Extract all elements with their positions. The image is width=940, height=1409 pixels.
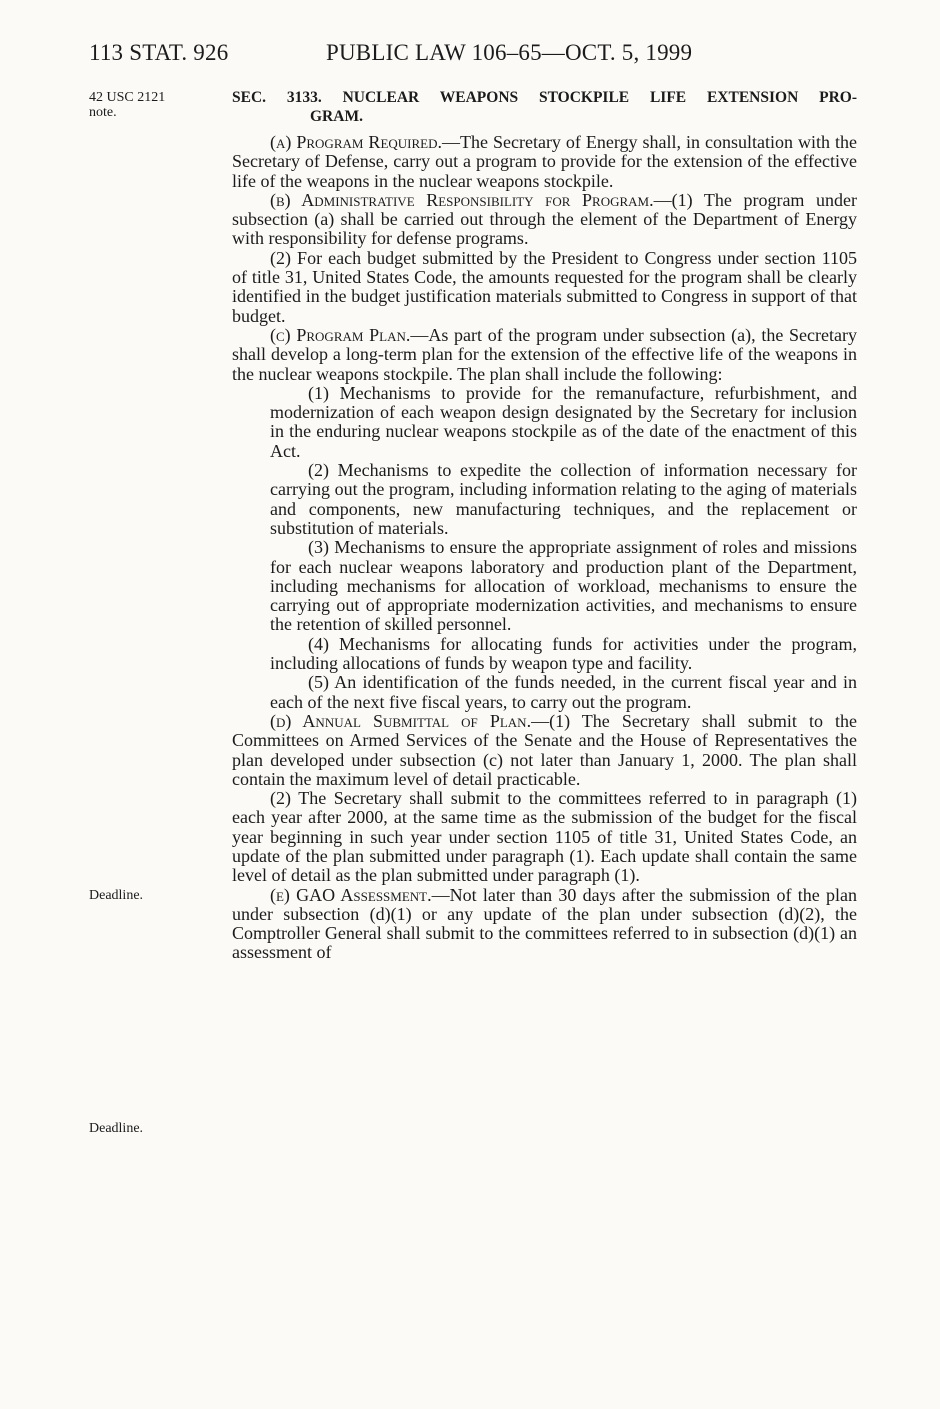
section-heading-line1: SEC. 3133. NUCLEAR WEAPONS STOCKPILE LIFE EXTENSION PRO- — [232, 89, 857, 106]
usc-citation-note — [89, 90, 165, 120]
subsection-e — [232, 886, 857, 963]
subsection-c-paragraph-2: (2) Mechanisms to expedite the collection of information necessary for carrying out the program, including information relating to the aging of materials and components, new manufacturing techniques, and the replacement or substitution of materials. — [270, 460, 857, 538]
subsection-c-heading: (c) Program Plan. — [270, 324, 411, 345]
subsection-a-heading: (a) Program Required. — [270, 132, 442, 152]
public-law-header: PUBLIC LAW 106–65—OCT. 5, 1999 — [326, 40, 693, 65]
subsection-d-text: —(1) The Secretary shall submit to the Committees on Armed Services of the Senate and the House of Representatives the plan developed under subsection (c) not later than January 1, 2000. The plan shall contain the maximum level of detail practicable. — [232, 710, 857, 789]
subsection-a — [232, 133, 857, 191]
usc-citation-line2: note. — [89, 105, 117, 120]
section-heading — [232, 88, 857, 126]
subsection-c-paragraph-5: (5) An identification of the funds needed, in the current fiscal year and in each of the next five fiscal years, to carry out the program. — [270, 672, 857, 712]
subsection-e-text: —Not later than 30 days after the submission of the plan under subsection (d)(1) or any update of the plan under subsection (d)(2), the Comptroller General shall submit to the committees referred to in subsection (d)(1) an assessment of — [232, 884, 857, 963]
subsection-b-heading: (b) Administrative Responsibility for Program. — [270, 189, 654, 210]
stat-page-number: 113 STAT. 926 — [89, 40, 229, 65]
subsection-d — [232, 712, 857, 789]
subsection-d-paragraph-2: (2) The Secretary shall submit to the committees referred to in paragraph (1) each year after 2000, at the same time as the submission of the budget for the fiscal year beginning in such year under section 1105 of title 31, United States Code, an update of the plan submitted under paragraph (1). Each update shall contain the same level of detail as the plan submitted under paragraph (1). — [232, 788, 857, 886]
subsection-c-text: —As part of the program under subsection (a), the Secretary shall develop a long-term plan for the extension of the effective life of the weapons in the nuclear weapons stockpile. The plan shall include the following: — [232, 324, 857, 384]
subsection-c — [232, 326, 857, 384]
subsection-b-text: —(1) The program under subsection (a) shall be carried out through the element of the Department of Energy with responsibility for defense programs. — [232, 189, 858, 249]
subsection-e-heading: (e) GAO Assessment. — [270, 884, 432, 905]
section-heading-line2: GRAM. — [310, 108, 363, 125]
section-body — [232, 133, 857, 963]
subsection-b — [232, 191, 857, 249]
subsection-c-paragraph-3: (3) Mechanisms to ensure the appropriate assignment of roles and missions for each nuclear weapons laboratory and production plant of the Department, including mechanisms for allocation of workload, mechanisms to ensure the carrying out of appropriate modernization activities, and mechanisms to ensure the retention of skilled personnel. — [270, 537, 857, 635]
subsection-d-heading: (d) Annual Submittal of Plan. — [270, 710, 532, 731]
deadline-note-1: Deadline. — [89, 888, 144, 903]
subsection-b-paragraph-2: (2) For each budget submitted by the President to Congress under section 1105 of title 31, United States Code, the amounts requested for the program shall be clearly identified in the budget justification materials submitted to Congress in support of that budget. — [232, 247, 857, 326]
subsection-c-paragraph-1: (1) Mechanisms to provide for the remanufacture, refurbishment, and modernization of each weapon design designated by the Secretary for inclusion in the enduring nuclear weapons stockpile as of the date of the enactment of this Act. — [270, 382, 857, 461]
subsection-a-text: —The Secretary of Energy shall, in consultation with the Secretary of Defense, carry out a program to provide for the extension of the effective life of the weapons in the nuclear weapons stockpile. — [232, 132, 857, 191]
subsection-c-paragraph-4: (4) Mechanisms for allocating funds for activities under the program, including allocations of funds by weapon type and facility. — [270, 633, 857, 674]
deadline-note-2: Deadline. — [89, 1121, 144, 1136]
usc-citation-line1: 42 USC 2121 — [89, 90, 166, 105]
